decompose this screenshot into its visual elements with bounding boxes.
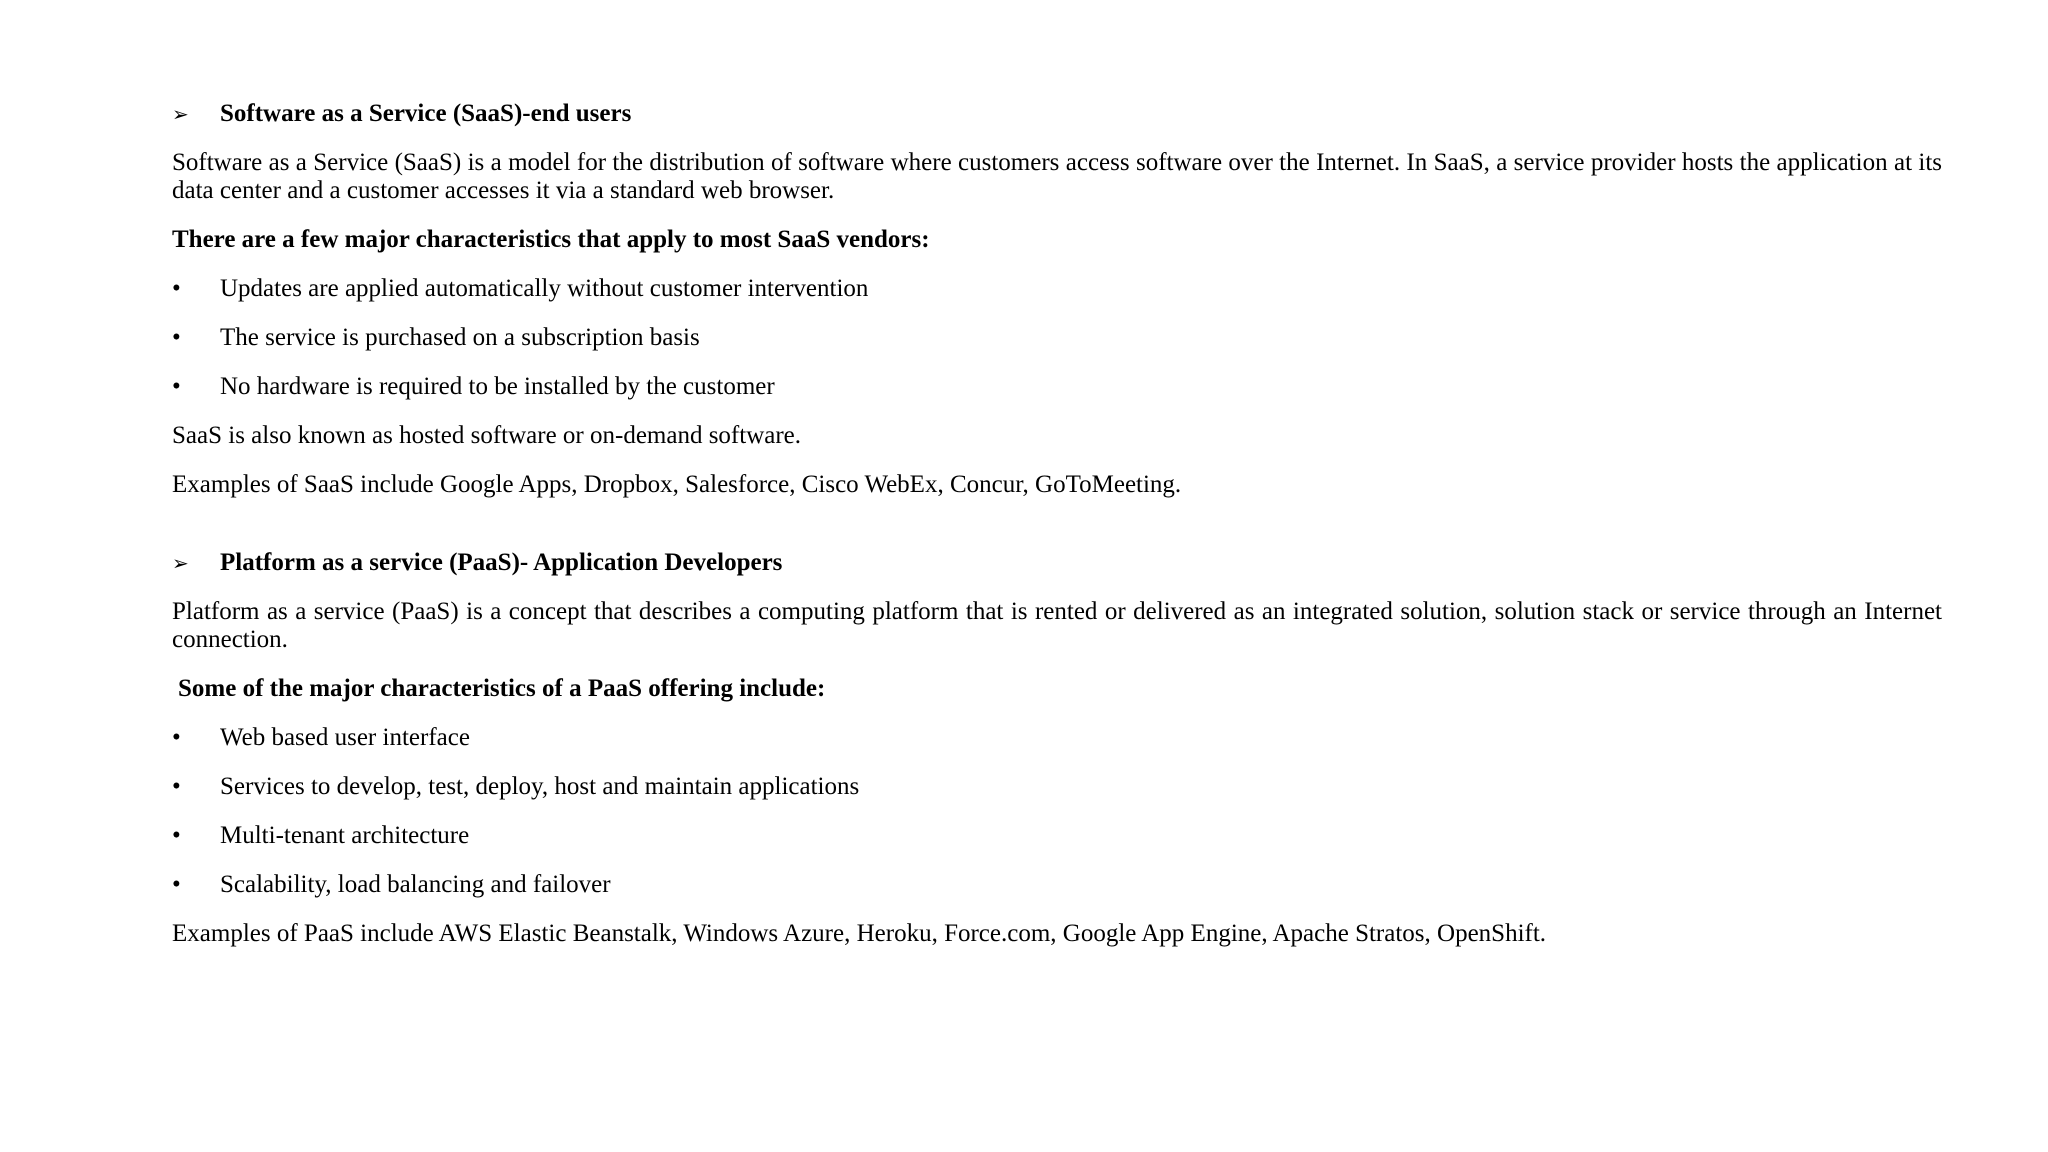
list-item-text: Updates are applied automatically without customer intervention (220, 275, 869, 302)
list-item (172, 773, 1942, 801)
saas-aka: SaaS is also known as hosted software or on-demand software. (172, 422, 802, 449)
list-item-text: The service is purchased on a subscription basis (220, 324, 700, 351)
paas-characteristics-title: Some of the major characteristics of a PaaS offering include: (178, 675, 826, 702)
list-item (172, 724, 1942, 752)
paas-heading-text: Platform as a service (PaaS)- Application Developers (220, 549, 783, 576)
saas-characteristics-list (172, 275, 1942, 401)
saas-heading-text: Software as a Service (SaaS)-end users (220, 100, 632, 127)
arrow-bullet-icon: ➢ (172, 551, 189, 575)
bullet-icon: • (172, 773, 181, 800)
saas-examples: Examples of SaaS include Google Apps, Dropbox, Salesforce, Cisco WebEx, Concur, GoToMeeting. (172, 471, 1182, 498)
list-item (172, 324, 1942, 352)
paas-section (172, 549, 1942, 948)
list-item-text: Scalability, load balancing and failover (220, 871, 611, 898)
bullet-icon: • (172, 871, 181, 898)
bullet-icon: • (172, 724, 181, 751)
bullet-icon: • (172, 822, 181, 849)
paas-heading (172, 549, 1942, 577)
saas-intro: Software as a Service (SaaS) is a model for the distribution of software where customers access software over the Internet. In SaaS, a service provider hosts the application at its data center and a customer accesses it via a standard web browser. (172, 149, 1942, 204)
arrow-bullet-icon: ➢ (172, 102, 189, 126)
list-item (172, 822, 1942, 850)
list-item-text: No hardware is required to be installed by the customer (220, 373, 775, 400)
list-item (172, 275, 1942, 303)
paas-characteristics-list (172, 724, 1942, 899)
bullet-icon: • (172, 324, 181, 351)
bullet-icon: • (172, 373, 181, 400)
saas-characteristics-title: There are a few major characteristics that apply to most SaaS vendors: (172, 226, 930, 253)
saas-section (172, 100, 1942, 499)
paas-intro: Platform as a service (PaaS) is a concept that describes a computing platform that is rented or delivered as an integrated solution, solution stack or service through an Internet connection. (172, 598, 1942, 653)
paas-examples: Examples of PaaS include AWS Elastic Beanstalk, Windows Azure, Heroku, Force.com, Google App Engine, Apache Stratos, OpenShift. (172, 920, 1547, 947)
list-item-text: Multi-tenant architecture (220, 822, 470, 849)
list-item-text: Services to develop, test, deploy, host and maintain applications (220, 773, 860, 800)
list-item (172, 373, 1942, 401)
list-item-text: Web based user interface (220, 724, 470, 751)
bullet-icon: • (172, 275, 181, 302)
list-item (172, 871, 1942, 899)
saas-heading (172, 100, 1942, 128)
document-page (172, 100, 1942, 969)
